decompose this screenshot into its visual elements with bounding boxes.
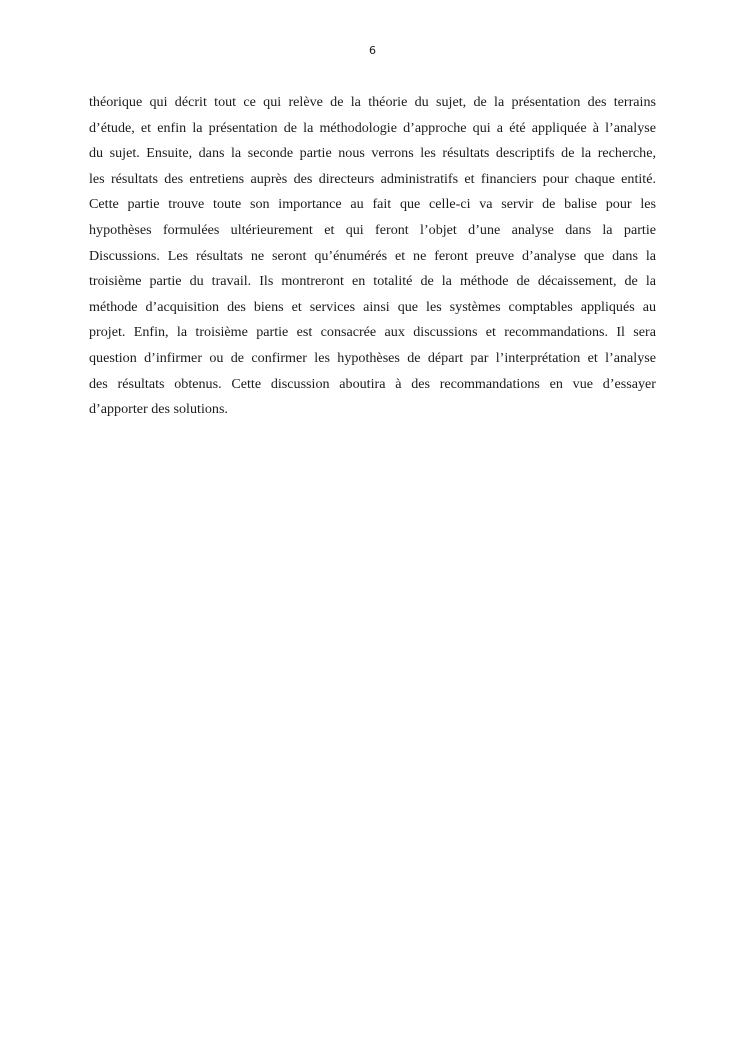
paragraph-line: question d’infirmer ou de confirmer les hypothèses de départ par l’interprétation et l’analyse: [89, 349, 656, 366]
page-number: 6: [369, 44, 376, 57]
paragraph-line: Cette partie trouve toute son importance au fait que celle-ci va servir de balise pour les: [89, 196, 656, 213]
paragraph-line: Discussions. Les résultats ne seront qu’énumérés et ne feront preuve d’analyse que dans la: [89, 247, 656, 264]
paragraph-line: du sujet. Ensuite, dans la seconde partie nous verrons les résultats descriptifs de la recherche,: [89, 145, 656, 162]
paragraph-line: théorique qui décrit tout ce qui relève de la théorie du sujet, de la présentation des terrains: [89, 94, 656, 110]
paragraph-line: hypothèses formulées ultérieurement et qui feront l’objet d’une analyse dans la partie: [89, 221, 656, 238]
paragraph-line: d’apporter des solutions.: [89, 401, 228, 418]
paragraph-line: des résultats obtenus. Cette discussion aboutira à des recommandations en vue d’essayer: [89, 375, 656, 392]
paragraph-line: les résultats des entretiens auprès des directeurs administratifs et financiers pour chaque entité.: [89, 170, 656, 187]
paragraph-line: troisième partie du travail. Ils montreront en totalité de la méthode de décaissement, de la: [89, 273, 656, 290]
paragraph-line: d’étude, et enfin la présentation de la méthodologie d’approche qui a été appliquée à l’analyse: [89, 119, 656, 136]
paragraph-line: méthode d’acquisition des biens et services ainsi que les systèmes comptables appliqués au: [89, 298, 656, 315]
body-paragraph: [89, 90, 656, 423]
paragraph-line: projet. Enfin, la troisième partie est consacrée aux discussions et recommandations. Il sera: [89, 324, 656, 341]
